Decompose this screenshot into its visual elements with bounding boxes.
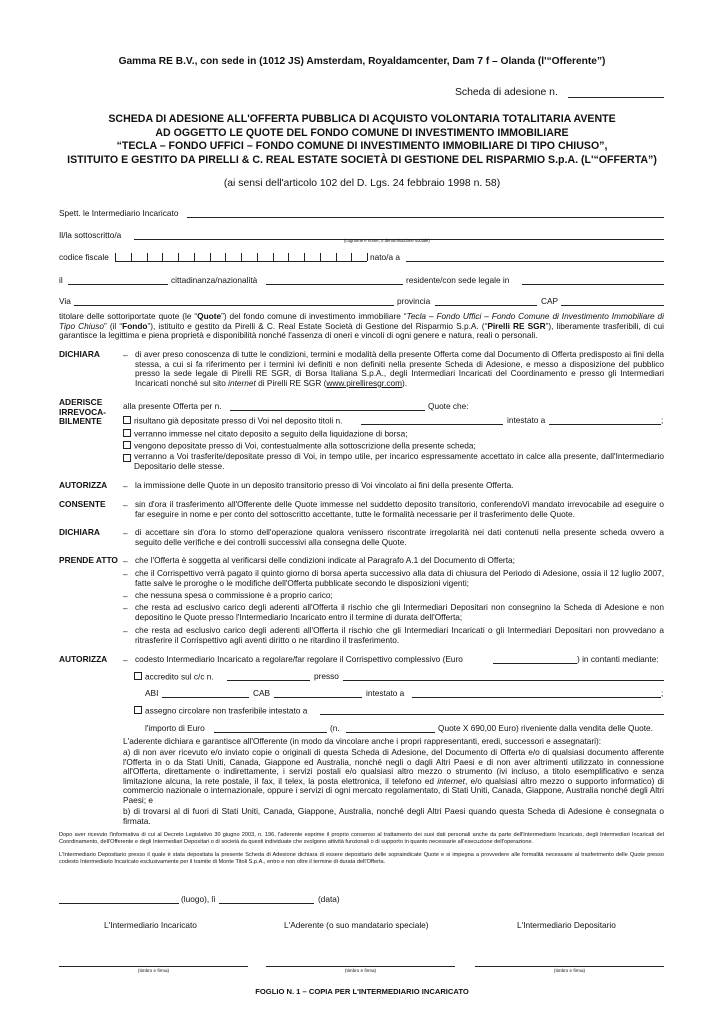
- dash: –: [123, 655, 128, 665]
- titolare-text: ”), istituito e gestito da Pirelli & C. Real Estate Società di Gestione del Risparmio S.p.A. (“: [147, 320, 488, 331]
- titolare-text: ”), liberamente trasferibili, di cui garantisce la legittima e piena proprietà e disponibilità nonché l'assenza di oneri e vincoli di ogni genere e natura, reali o personali.: [59, 320, 665, 341]
- accredito-label: accredito sul c/c n.: [145, 671, 214, 682]
- via-label: Via: [59, 296, 71, 306]
- opt-verranno-immesse: [123, 429, 408, 439]
- depositario-signature-line[interactable]: [475, 966, 664, 967]
- aderente-dichiara: L'aderente dichiara e garantisce all'Offerente (in modo da vincolare anche i propri rappresentanti, eredi, successori e assegnatari):: [123, 736, 602, 746]
- dash: –: [123, 528, 128, 538]
- aderisce-label-line: ADERISCE: [59, 397, 103, 407]
- importo-field[interactable]: [214, 732, 327, 733]
- prende-atto-item: che l'Offerta è soggetta al verificarsi delle condizioni indicate al Paragrafo A.1 del Documento di Offerta;: [135, 555, 515, 565]
- title-line-2: AD OGGETTO LE QUOTE DEL FONDO COMUNE DI INVESTIMENTO IMMOBILIARE: [155, 126, 569, 139]
- numero-quote-field[interactable]: [230, 410, 425, 411]
- data-field[interactable]: [219, 903, 314, 904]
- cf-tick: [225, 253, 226, 261]
- consente-label: CONSENTE: [59, 499, 106, 509]
- checkbox[interactable]: [123, 416, 131, 424]
- title-line-1: SCHEDA DI ADESIONE ALL'OFFERTA PUBBLICA DI ACQUISTO VOLONTARIA TOTALITARIA AVENTE: [108, 113, 616, 125]
- nato-field[interactable]: [406, 261, 664, 262]
- cf-tick: [194, 253, 195, 261]
- intestato-label: intestato a: [366, 688, 405, 698]
- luogo-field[interactable]: [59, 903, 179, 904]
- cf-tick: [162, 253, 163, 261]
- cap-field[interactable]: [561, 305, 664, 306]
- dichiarazione-a-part: a) di non aver ricevuto e/o inviato copie o originali di questa Scheda di Adesione, del Documento di Offerta e/o di qualsiasi documento afferente l'Offerta in o da Stati Uniti, Canada, Giappone ed Australia, nonché negli o dagli Altri Paesi e di non aver altrimenti utilizzato in connessione all'Offerta, direttamente o indirettamente, i servizi postali e/o qualsiasi altro mezzo o strumento (ivi incluso, a titolo esemplificativo e senza limitazione alcuna, la rete postale, il fax, il telex, la posta elettronica, il telefono ed: [123, 747, 664, 786]
- cf-tick: [304, 253, 305, 261]
- luogo-label: (luogo), lì: [181, 894, 216, 904]
- prende-atto-item: che il Corrispettivo verrà pagato il quinto giorno di borsa aperta successivo alla data di chiusura del Periodo di Adesione, ossia il 12 luglio 2007, fatte salve le proroghe o le modifiche dell'Offerta pubblicate secondo le disposizioni vigenti;: [135, 568, 664, 588]
- cittadinanza-field[interactable]: [266, 284, 403, 285]
- website-link[interactable]: www.pirelliresgr.com: [326, 377, 403, 388]
- depositario-note: L'Intermediario Depositario presso il quale è stata depositata la presente Scheda di Adesione dichiara di essere depositario delle sopraindicate Quote e si impegna a provvedere alle formalità necessarie al trasferimento delle Quote presso codesto Intermediario Incaricato esclusivamente per il tramite di Monte Titoli S.p.A., entro e non oltre il termine di durata dell'Offerta.: [59, 852, 664, 865]
- opt-verranno-trasferite-label: verranno a Voi trasferite/depositate presso di Voi, in tempo utile, per incarico espressamente accettato in calce alla presente, dall'Intermediario Depositario delle stesse.: [134, 451, 664, 471]
- cf-tick: [131, 253, 132, 261]
- scheda-number-label: Scheda di adesione n.: [455, 87, 558, 98]
- assegno-field[interactable]: [320, 714, 664, 715]
- quote-x-text: Quote X 690,00 Euro) riveniente dalla vendita delle Quote.: [438, 723, 653, 733]
- title-line-4: ISTITUITO E GESTITO DA PIRELLI & C. REAL ESTATE SOCIETÀ DI GESTIONE DEL RISPARMIO S.p.A. (L'“OFFERTA”): [67, 153, 657, 166]
- titolare-fondo: Fondo: [122, 320, 148, 331]
- assegno-option: [134, 706, 307, 716]
- residente-field[interactable]: [522, 284, 664, 285]
- autorizza-text: la immissione delle Quote in un deposito transitorio presso di Voi vincolato ai fini della presente Offerta.: [135, 480, 514, 490]
- cf-tick: [210, 253, 211, 261]
- offerta-per-label: alla presente Offerta per n.: [123, 401, 222, 411]
- contanti-text: ) in contanti mediante:: [577, 654, 659, 664]
- titolare-paragraph: [59, 312, 664, 341]
- fondo-name: Tecla – Fondo Uffici – Fondo Comune di Investimento Immobiliare di Tipo Chiuso: [59, 311, 664, 331]
- opt-vengono-depositate: [123, 441, 476, 451]
- data-nascita-field[interactable]: [68, 284, 168, 285]
- checkbox[interactable]: [134, 706, 142, 714]
- prende-atto-label: PRENDE ATTO: [59, 555, 118, 565]
- timbro-label: (timbro e firma): [553, 968, 586, 973]
- titolare-text: titolare delle sottoriportate quote (le “: [59, 311, 198, 321]
- dash: –: [123, 350, 128, 360]
- autorizza-label: AUTORIZZA: [59, 654, 108, 664]
- dichiara-text-part: di aver preso conoscenza di tutte le condizioni, termini e modalità della presente Offerta come dal Documento di Offerta predisposto ai fini della stessa, a cui si fa riferimento per i termini ivi definiti e non definiti nella presente Scheda di Adesione, e messo a disposizione del pubblico presso la sede legale di Pirelli RE SGR, di Borsa Italiana S.p.A., degli Intermediari Incaricati del Coordinamento e presso gli Intermediari Incaricati nonché sul sito: [135, 349, 664, 388]
- dichiarazione-b: b) di trovarsi al di fuori di Stati Uniti, Canada, Giappone, Australia, nonché degli Altri Paesi quando questa Scheda di Adesione è consegnata o firmata.: [123, 806, 664, 826]
- dichiara-text: [135, 350, 664, 388]
- abi-field[interactable]: [162, 697, 249, 698]
- autorizza-label: AUTORIZZA: [59, 480, 108, 490]
- cf-tick: [115, 253, 116, 261]
- cf-tick: [241, 253, 242, 261]
- titolare-quote: Quote: [197, 311, 222, 321]
- form-subtitle: (ai sensi dell'articolo 102 del D. Lgs. 24 febbraio 1998 n. 58): [223, 178, 501, 189]
- dash: –: [123, 626, 128, 636]
- cf-tick: [336, 253, 337, 261]
- spett-label: Spett. le Intermediario Incaricato: [59, 208, 179, 218]
- opt-verranno-immesse-label: verranno immesse nel citato deposito a seguito della liquidazione di borsa;: [134, 428, 408, 439]
- abi-label: ABI: [145, 688, 159, 698]
- scheda-number-field[interactable]: [568, 97, 664, 98]
- n-quote-field[interactable]: [346, 732, 435, 733]
- dash: –: [123, 591, 128, 601]
- prende-atto-item: che nessuna spesa o commissione è a proprio carico;: [135, 590, 333, 600]
- dash: –: [123, 569, 128, 579]
- nato-label: nato/a a: [370, 252, 400, 262]
- aderisce-label: [59, 398, 106, 427]
- quote-che-label: Quote che:: [428, 401, 469, 411]
- dash: –: [123, 603, 128, 613]
- timbro-label: (timbro e firma): [137, 968, 170, 973]
- provincia-field[interactable]: [435, 305, 537, 306]
- cf-tick: [320, 253, 321, 261]
- semicolon: ;: [661, 415, 664, 425]
- cf-tick: [367, 253, 368, 261]
- cab-label: CAB: [253, 688, 271, 698]
- cc-number-field[interactable]: [227, 680, 310, 681]
- aderente-signature-line[interactable]: [266, 966, 455, 967]
- aderisce-label-line: IRREVOCA-: [59, 406, 106, 417]
- importo-label: l'importo di Euro: [145, 723, 205, 733]
- aderente-signature-label: L'Aderente (o suo mandatario speciale): [284, 920, 429, 930]
- deposito-titoli-field[interactable]: [361, 424, 503, 425]
- codice-fiscale-label: codice fiscale: [59, 252, 109, 262]
- dichiarazione-a: [123, 748, 664, 806]
- checkbox[interactable]: [123, 429, 131, 437]
- consente-text: sin d'ora il trasferimento all'Offerente delle Quote immesse nel suddetto deposito transitorio, conferendoVi mandato irrevocabile ad eseguire o far eseguire in nome e per conto del sottoscritto accettante, tutte le formalità necessarie per il trasferimento delle Quote.: [135, 499, 664, 519]
- cf-tick: [257, 253, 258, 261]
- via-field[interactable]: [74, 305, 394, 306]
- titolare-text: ”) del fondo comune di investimento immobiliare “: [221, 311, 407, 321]
- data-label: (data): [318, 894, 340, 904]
- dichiara-text-part: ).: [402, 377, 408, 388]
- intestato-field[interactable]: [549, 424, 661, 425]
- internet-word: internet: [228, 377, 256, 388]
- corrispettivo-field[interactable]: [493, 663, 577, 664]
- privacy-note: Dopo aver ricevuto l'informativa di cui al Decreto Legislativo 30 giugno 2003, n. 196, l'aderente esprime il proprio consenso al trattamento dei suoi dati personali anche da parte dell'Intermediario Incaricato, degli Intermediari Incaricati del Coordinamento, dell'Offerente e degli Intermediari Depositari o di società da questi individuate che svolgono attività funzionali o di supporto in quanto necessarie all'esecuzione dell'operazione.: [59, 832, 664, 845]
- cognome-hint: (cognome e nome, o denominazione sociale): [344, 238, 430, 243]
- assegno-label: assegno circolare non trasferibile intestato a: [145, 705, 308, 716]
- incaricato-signature-label: L'Intermediario Incaricato: [104, 920, 197, 930]
- dichiara-label: DICHIARA: [59, 527, 100, 537]
- cab-field[interactable]: [274, 697, 362, 698]
- il-label: il: [59, 275, 63, 285]
- checkbox[interactable]: [134, 672, 142, 680]
- dichiara-label: DICHIARA: [59, 349, 100, 359]
- opt-gia-depositate-label: risultano già depositate presso di Voi nel deposito titoli n.: [134, 415, 343, 426]
- dichiara2-text: di accettare sin d'ora lo storno dell'operazione qualora venissero riscontrate irregolarità nei dati contenuti nella presente scheda ovvero a seguito delle verifiche e dei controlli successivi alla consegna delle Quote.: [135, 527, 664, 547]
- dichiarazione-a-part: , e/o qualsiasi altro mezzo o supporto informatico) di commercio nazionale o internazionale, oppure i servizi di ogni mercato regolamentato, di Stati Uniti, Canada, Giappone, Australia nonché degli Altri Paesi; e: [123, 775, 665, 805]
- form-title: [0, 113, 724, 167]
- presso-field[interactable]: [343, 680, 664, 681]
- dash: –: [123, 556, 128, 566]
- prende-atto-item: che resta ad esclusivo carico degli aderenti all'Offerta il rischio che gli Intermediari Depositari non consegnino la Scheda di Adesione e non depositino le Quote presso l'Intermediario Incaricato entro il termine di durata dell'Offerta;: [135, 602, 664, 622]
- cf-tick: [273, 253, 274, 261]
- intestato-label: intestato a: [507, 415, 546, 425]
- checkbox[interactable]: [123, 454, 131, 462]
- dash: –: [123, 481, 128, 491]
- titolare-text: ” (il “: [103, 320, 123, 331]
- intermediario-incaricato-field[interactable]: [187, 217, 664, 218]
- semicolon: ;: [661, 688, 664, 698]
- cf-tick: [351, 253, 352, 261]
- title-line-3: “TECLA – FONDO UFFICI – FONDO COMUNE DI INVESTIMENTO IMMOBILIARE DI TIPO CHIUSO”,: [116, 140, 608, 152]
- incaricato-signature-line[interactable]: [59, 966, 248, 967]
- cittadinanza-label: cittadinanza/nazionalità: [171, 275, 258, 285]
- timbro-label: (timbro e firma): [344, 968, 377, 973]
- aderisce-label-line: BILMENTE: [59, 416, 102, 427]
- cap-label: CAP: [541, 296, 559, 306]
- internet-word: internet: [437, 775, 465, 786]
- cf-tick: [178, 253, 179, 261]
- cf-tick: [147, 253, 148, 261]
- offerente-header: Gamma RE B.V., con sede in (1012 JS) Amsterdam, Royaldamcenter, Dam 7 f – Olanda (l'“Offerente”): [118, 56, 606, 67]
- codice-fiscale-field[interactable]: [115, 261, 367, 262]
- depositario-signature-label: L'Intermediario Depositario: [517, 920, 616, 930]
- dash: –: [123, 500, 128, 510]
- sottoscritto-label: Il/la sottoscritto/a: [59, 230, 122, 240]
- opt-vengono-depositate-label: vengono depositate presso di Voi, contestualmente alla sottoscrizione della presente scheda;: [134, 440, 476, 451]
- provincia-label: provincia: [397, 296, 431, 306]
- accredito-option: [134, 672, 214, 682]
- n-paren: (n.: [330, 723, 340, 733]
- titolare-sgr: Pirelli RE SGR: [487, 320, 546, 331]
- opt-gia-depositate: [123, 416, 342, 426]
- dichiara-text-part: di Pirelli RE SGR (: [255, 377, 327, 388]
- checkbox[interactable]: [123, 441, 131, 449]
- presso-label: presso: [314, 671, 339, 681]
- residente-label: residente/con sede legale in: [406, 275, 510, 285]
- intestato-field[interactable]: [412, 697, 661, 698]
- cf-tick: [288, 253, 289, 261]
- prende-atto-item: che resta ad esclusivo carico degli aderenti all'Offerta il rischio che gli Intermediari Incaricati o gli Intermediari Depositari non provvedano a ritrasferire il Corrispettivo agli aventi diritto o ne ritardino il trasferimento.: [135, 625, 664, 645]
- corrispettivo-text: codesto Intermediario Incaricato a regolare/far regolare il Corrispettivo complessivo (Euro: [135, 654, 463, 664]
- footer-foglio: FOGLIO N. 1 – COPIA PER L'INTERMEDIARIO INCARICATO: [255, 987, 469, 996]
